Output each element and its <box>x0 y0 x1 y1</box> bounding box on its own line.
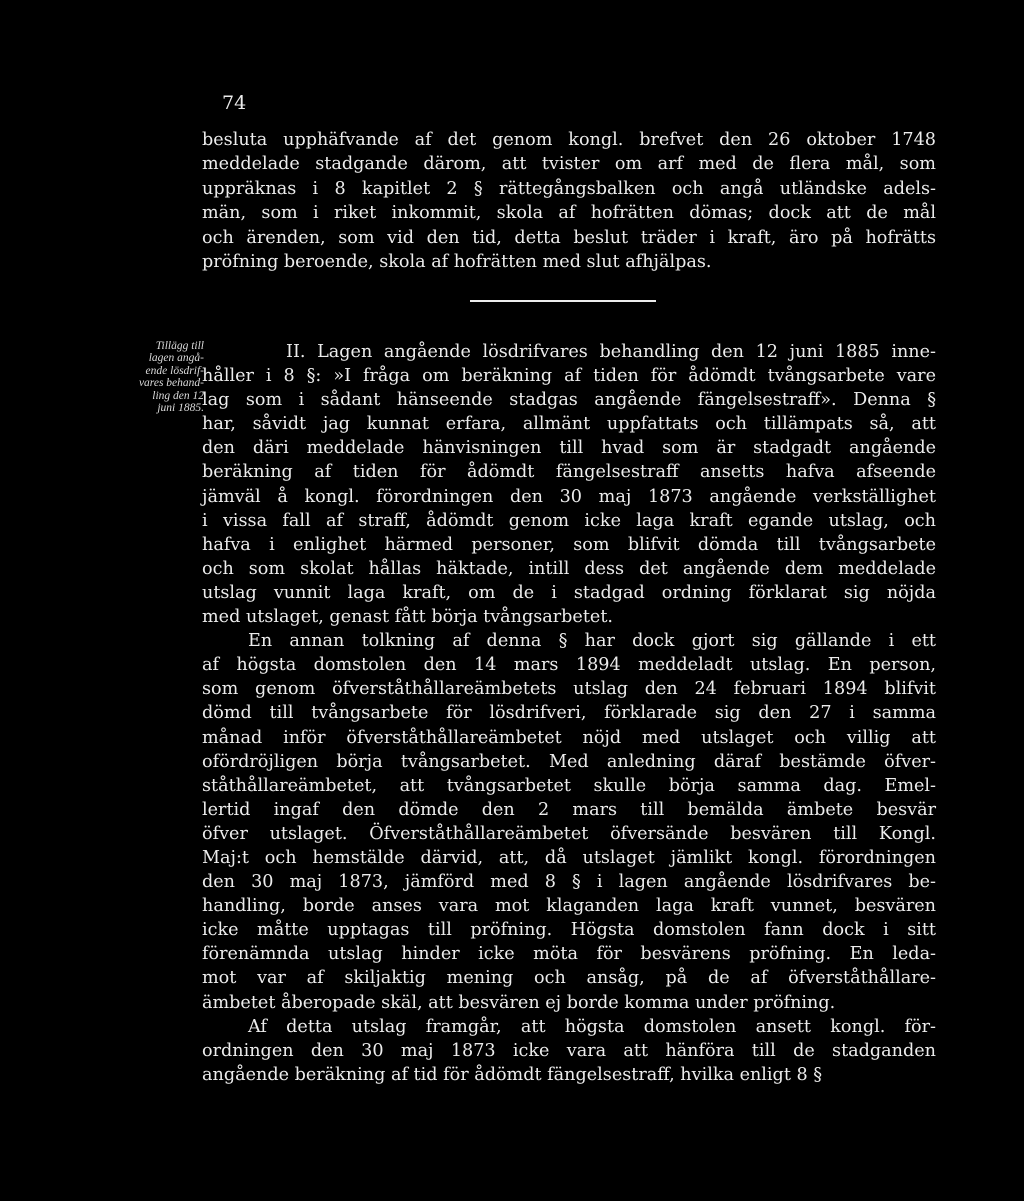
text-line: månad inför öfverståthållareämbetet nöjd med utslaget och villig att <box>202 727 936 748</box>
margin-note <box>108 340 204 414</box>
page-number: 74 <box>222 92 247 114</box>
text-line: den däri meddelade hänvisningen till hvad som är stadgadt angående <box>202 438 936 459</box>
text-line: mot var af skiljaktig mening och ansåg, på de af öfverståthållare- <box>202 968 936 989</box>
text-line: icke måtte upptagas till pröfning. Högsta domstolen fann dock i sitt <box>202 920 936 941</box>
text-line: öfver utslaget. Öfverståthållareämbetet öfversände besvären till Kongl. <box>202 823 936 844</box>
text-line: pröfning beroende, skola af hofrätten med slut afhjälpas. <box>202 251 712 272</box>
margin-note-line: lagen angå- <box>148 352 204 365</box>
text-line: och som skolat hållas häktade, intill dess det angående dem meddelade <box>202 558 936 579</box>
text-line: Af detta utslag framgår, att högsta domstolen ansett kongl. för- <box>248 1016 936 1037</box>
text-line: har, såvidt jag kunnat erfara, allmänt uppfattats och tillämpats så, att <box>202 414 936 435</box>
text-line: hafva i enlighet härmed personer, som blifvit dömda till tvångsarbete <box>202 534 936 555</box>
body-text <box>202 340 936 1087</box>
text-line: af högsta domstolen den 14 mars 1894 meddeladt utslag. En person, <box>202 655 936 676</box>
text-line: uppräknas i 8 kapitlet 2 § rättegångsbalken och angå utländske adels- <box>202 178 936 199</box>
text-line: Maj:t och hemstälde därvid, att, då utslaget jämlikt kongl. förordningen <box>202 847 936 868</box>
text-line: jämväl å kongl. förordningen den 30 maj 1873 angående verkställighet <box>202 486 936 507</box>
text-line: angående beräkning af tid för ådömdt fängelsestraff, hvilka enligt 8 § <box>202 1064 823 1085</box>
text-line: besluta upphäfvande af det genom kongl. brefvet den 26 oktober 1748 <box>202 130 936 150</box>
text-line: dömd till tvångsarbete för lösdrifveri, förklarade sig den 27 i samma <box>202 703 936 724</box>
text-line: lag som i sådant hänseende stadgas angående fängelsestraff». Denna § <box>202 390 936 411</box>
section-divider <box>470 300 656 302</box>
text-line: meddelade stadgande därom, att tvister om arf med de flera mål, som <box>202 154 936 175</box>
text-line: ordningen den 30 maj 1873 icke vara att hänföra till de stadganden <box>202 1040 936 1061</box>
text-line: utslag vunnit laga kraft, om de i stadgad ordning förklarat sig nöjda <box>202 582 936 603</box>
text-line: ämbetet åberopade skäl, att besvären ej borde komma under pröfning. <box>202 992 836 1013</box>
text-line: håller i 8 §: »I fråga om beräkning af tiden för ådömdt tvångsarbete vare <box>202 366 936 387</box>
text-line: En annan tolkning af denna § har dock gjort sig gällande i ett <box>248 631 936 652</box>
text-line: handling, borde anses vara mot klaganden laga kraft vunnet, besvären <box>202 896 936 917</box>
section-heading-line: II. Lagen angående lösdrifvares behandling den 12 juni 1885 inne- <box>286 342 936 362</box>
text-line: ståthållareämbetet, att tvångsarbetet skulle börja samma dag. Emel- <box>202 775 936 796</box>
text-line: förenämnda utslag hinder icke möta för besvärens pröfning. En leda- <box>202 944 936 965</box>
text-line: och ärenden, som vid den tid, detta beslut träder i kraft, äro på hofrätts <box>202 227 936 248</box>
margin-note-line: juni 1885. <box>157 402 204 415</box>
text-line: med utslaget, genast fått börja tvångsarbetet. <box>202 607 613 628</box>
margin-note-line: ende lösdrif- <box>145 364 204 377</box>
text-line: lertid ingaf den dömde den 2 mars till bemälda ämbete besvär <box>202 799 936 820</box>
text-line: som genom öfverståthållareämbetets utslag den 24 februari 1894 blifvit <box>202 679 936 700</box>
text-line: ofördröjligen börja tvångsarbetet. Med anledning däraf bestämde öfver- <box>202 751 936 772</box>
text-line: beräkning af tiden för ådömdt fängelsestraff ansetts hafva afseende <box>202 462 936 483</box>
margin-note-line: Tillägg till <box>155 340 204 352</box>
text-line: den 30 maj 1873, jämförd med 8 § i lagen angående lösdrifvares be- <box>202 872 936 893</box>
margin-note-line: vares behand- <box>138 377 204 390</box>
paragraph-1 <box>202 128 936 274</box>
margin-note-line: ling den 12 <box>152 389 204 402</box>
text-line: män, som i riket inkommit, skola af hofrätten dömas; dock att de mål <box>202 203 936 224</box>
text-line: i vissa fall af straff, ådömdt genom icke laga kraft egande utslag, och <box>202 510 936 531</box>
